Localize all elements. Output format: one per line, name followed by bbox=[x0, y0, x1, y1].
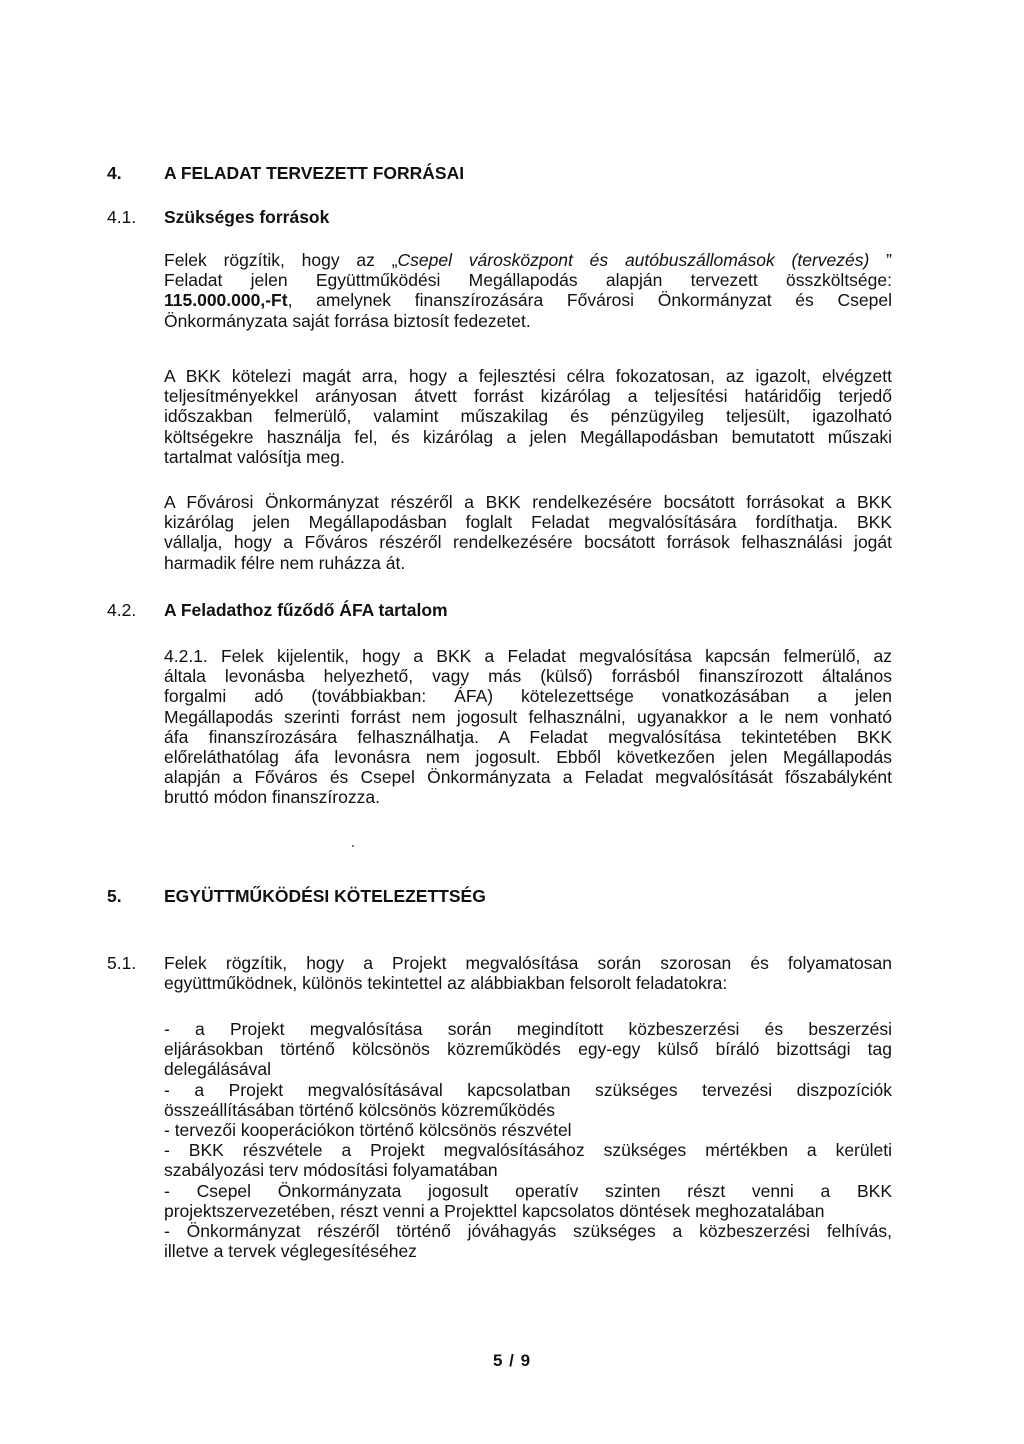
paragraph-line: vállalja, hogy a Főváros részéről rendelkezésére bocsátott források felhasználási jogát bbox=[164, 532, 892, 553]
subsection-4-1-title: Szükséges források bbox=[164, 207, 330, 227]
section-5-title: EGYÜTTMŰKÖDÉSI KÖTELEZETTSÉG bbox=[164, 886, 486, 906]
list-item bbox=[164, 1181, 892, 1221]
page-number: 5 / 9 bbox=[492, 1351, 532, 1370]
paragraph-line: Feladat jelen Együttműködési Megállapodás alapján tervezett összköltsége: bbox=[164, 270, 892, 291]
paragraph-5-1-intro bbox=[164, 953, 892, 993]
paragraph-line: tartalmat valósítja meg. bbox=[164, 446, 345, 467]
paragraph-line: előreláthatólag áfa levonásra nem jogosult. Ebből következően jelen Megállapodás bbox=[164, 747, 892, 768]
section-4-title: A FELADAT TERVEZETT FORRÁSAI bbox=[164, 163, 465, 183]
scan-speck bbox=[352, 845, 354, 847]
paragraph-line: A BKK kötelezi magát arra, hogy a fejlesztési célra fokozatosan, az igazolt, elvégzett bbox=[164, 366, 892, 386]
list-item bbox=[164, 1019, 892, 1080]
list-item-line: - a Projekt megvalósításával kapcsolatban szükséges tervezési diszpozíciók bbox=[164, 1079, 892, 1100]
paragraph-4-1-1 bbox=[164, 250, 892, 331]
paragraph-line: költségekre használja fel, és kizárólag a jelen Megállapodásban bemutatott műszaki bbox=[164, 426, 892, 447]
paragraph-line: forgalmi adó (továbbiakban: ÁFA) kötelezettsége vonatkozásában a jelen bbox=[164, 686, 892, 707]
paragraph-line: bruttó módon finanszírozza. bbox=[164, 787, 380, 808]
list-item bbox=[164, 1140, 892, 1180]
paragraph-line bbox=[164, 290, 892, 310]
list-item-line: delegálásával bbox=[164, 1059, 272, 1080]
paragraph-line bbox=[164, 250, 892, 270]
paragraph-line: Önkormányzata saját forrása biztosít fedezetet. bbox=[164, 310, 531, 331]
section-4-number: 4. bbox=[107, 163, 122, 183]
paragraph-line: A Fővárosi Önkormányzat részéről a BKK rendelkezésére bocsátott forrásokat a BKK bbox=[164, 492, 892, 512]
text-span: ” bbox=[869, 250, 892, 270]
text-span: , amelynek finanszírozására Fővárosi Önkormányzat és Csepel bbox=[287, 290, 892, 311]
subsection-4-1-number: 4.1. bbox=[107, 207, 137, 227]
subsection-5-1-number: 5.1. bbox=[107, 953, 137, 973]
subsection-4-2-number: 4.2. bbox=[107, 600, 137, 620]
paragraph-line: alapján a Főváros és Csepel Önkormányzata a Feladat megvalósítását főszabályként bbox=[164, 767, 892, 788]
total-cost-amount: 115.000.000,-Ft bbox=[164, 290, 288, 311]
task-list bbox=[164, 1019, 892, 1261]
paragraph-4-2-1 bbox=[164, 646, 892, 808]
paragraph-line: együttműködnek, különös tekintettel az alábbiakban felsorolt feladatokra: bbox=[164, 973, 728, 994]
project-name-italic: Csepel városközpont és autóbuszállomások (tervezés) bbox=[397, 250, 870, 270]
paragraph-line: teljesítményekkel arányosan átvett forrást kizárólag a teljesítési határidőig terjedő bbox=[164, 386, 892, 407]
list-item-line: - a Projekt megvalósítása során megindított közbeszerzési és beszerzési bbox=[164, 1019, 892, 1039]
paragraph-line: áfa finanszírozására felhasználhatja. A Feladat megvalósítása tekintetében BKK bbox=[164, 726, 892, 747]
paragraph-4-1-3 bbox=[164, 492, 892, 573]
subsection-4-2-title: A Feladathoz fűződő ÁFA tartalom bbox=[164, 600, 448, 620]
list-item-line: - BKK részvétele a Projekt megvalósításához szükséges mértékben a kerületi bbox=[164, 1140, 892, 1161]
paragraph-line: harmadik félre nem ruházza át. bbox=[164, 552, 406, 573]
list-item-line: összeállításában történő kölcsönös közreműködés bbox=[164, 1099, 556, 1120]
list-item bbox=[164, 1080, 892, 1120]
paragraph-line: időszakban felmerülő, valamint műszakilag és pénzügyileg teljesült, igazolható bbox=[164, 406, 892, 427]
paragraph-line: általa levonásba helyezhető, vagy más (külső) forrásból finanszírozott általános bbox=[164, 666, 892, 687]
list-item-line: - Önkormányzat részéről történő jóváhagyás szükséges a közbeszerzési felhívás, bbox=[164, 1221, 892, 1242]
list-item-line: szabályozási terv módosítási folyamatában bbox=[164, 1160, 498, 1181]
list-item-line: projektszervezetében, részt venni a Projekttel kapcsolatos döntések meghozatalában bbox=[164, 1200, 825, 1221]
paragraph-line: kizárólag jelen Megállapodásban foglalt Feladat megvalósítására fordíthatja. BKK bbox=[164, 512, 892, 533]
section-5-number: 5. bbox=[107, 886, 122, 906]
paragraph-4-1-2 bbox=[164, 366, 892, 467]
list-item-line: eljárásokban történő kölcsönös közreműködés egy-egy külső bíráló bizottsági tag bbox=[164, 1039, 892, 1060]
paragraph-line: Megállapodás szerinti forrást nem jogosult felhasználni, ugyanakkor a le nem vonható bbox=[164, 706, 892, 727]
paragraph-line: 4.2.1. Felek kijelentik, hogy a BKK a Feladat megvalósítása kapcsán felmerülő, az bbox=[164, 646, 892, 666]
paragraph-line: Felek rögzítik, hogy a Projekt megvalósítása során szorosan és folyamatosan bbox=[164, 953, 892, 973]
list-item-line: - Csepel Önkormányzata jogosult operatív szinten részt venni a BKK bbox=[164, 1180, 892, 1201]
list-item bbox=[164, 1120, 892, 1140]
list-item bbox=[164, 1221, 892, 1261]
text-span: Felek rögzítik, hogy az „ bbox=[164, 250, 398, 270]
list-item-line: illetve a tervek véglegesítéséhez bbox=[164, 1241, 417, 1262]
list-item-line: - tervezői kooperációkon történő kölcsönös részvétel bbox=[164, 1120, 572, 1141]
